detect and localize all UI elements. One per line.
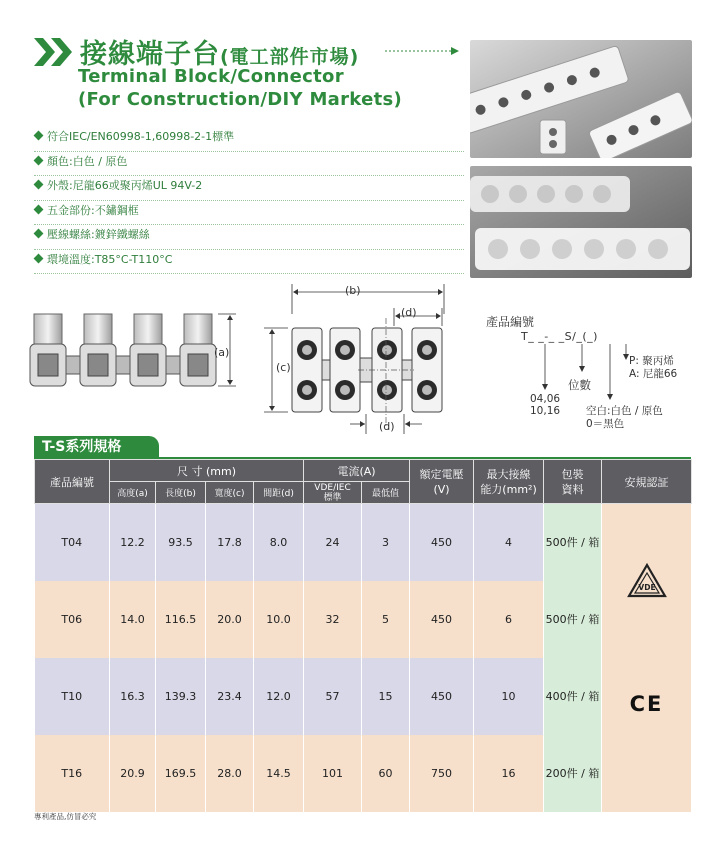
cell-min: 3 [362, 504, 410, 581]
cell-code: T10 [35, 658, 110, 735]
top-view-drawing [262, 278, 462, 440]
header-min: 最低值 [362, 482, 410, 504]
table-row [35, 504, 692, 581]
sizes-line1: 04,06 [530, 393, 561, 405]
color-line2: 0＝黑色 [586, 418, 625, 430]
cell-length: 93.5 [156, 504, 206, 581]
cell-cert-ce [602, 658, 692, 812]
cell-package: 500件 / 箱 [544, 504, 602, 581]
cell-vde: 57 [304, 658, 362, 735]
feature-text: 環境溫度:T85°C-T110°C [47, 252, 173, 266]
feature-text: 顏色:白色 / 原色 [47, 154, 128, 168]
header-pitch: 間距(d) [254, 482, 304, 504]
feature-text: 壓線螺絲:鍍鋅鐵螺絲 [47, 228, 150, 241]
title-cn-main: 接線端子台 [80, 39, 220, 70]
material-p: P: 聚丙烯 [629, 355, 674, 367]
dimension-label-d-top: (d) [401, 306, 417, 319]
title-cn-subtitle: (電工部件市場) [220, 46, 360, 68]
code-leader-lines [490, 340, 650, 410]
ce-mark-icon: CE [629, 691, 664, 716]
feature-text: 五金部份:不鏽鋼框 [47, 203, 139, 217]
header-cert: 安規認証 [602, 460, 692, 504]
cell-capacity: 10 [474, 658, 544, 735]
feature-item [34, 201, 464, 226]
cell-min: 15 [362, 658, 410, 735]
feature-item [34, 250, 464, 275]
feature-text: 符合IEC/EN60998-1,60998-2-1標準 [47, 130, 235, 143]
cell-min: 5 [362, 581, 410, 658]
feature-item [34, 176, 464, 201]
dimension-label-a: (a) [214, 346, 230, 359]
feature-item [34, 225, 464, 250]
header-code: 產品編號 [35, 460, 110, 504]
diamond-bullet-icon [34, 131, 44, 141]
header-length: 長度(b) [156, 482, 206, 504]
series-title-tab: T-S系列規格 [34, 436, 159, 458]
cell-capacity: 4 [474, 504, 544, 581]
feature-item [34, 127, 464, 152]
dimension-label-c: (c) [276, 361, 291, 374]
product-code-title: 產品編號 [486, 315, 535, 329]
feature-item [34, 152, 464, 177]
vde-mark-text: VDE [637, 582, 656, 592]
diamond-bullet-icon [34, 253, 44, 263]
footnote: 專利產品,仿冒必究 [34, 812, 97, 821]
product-code-pattern: T_ _-_ _S/_(_) [521, 330, 598, 343]
cell-width: 28.0 [206, 735, 254, 812]
cell-capacity: 16 [474, 735, 544, 812]
color-line1: 空白:白色 / 原色 [586, 405, 663, 417]
header-vde: VDE/IEC 標準 [304, 482, 362, 504]
cell-code: T04 [35, 504, 110, 581]
header-size: 尺 寸 (mm) [110, 460, 304, 482]
header-current: 電流(A) [304, 460, 410, 482]
cell-width: 23.4 [206, 658, 254, 735]
feature-list [34, 127, 464, 274]
diamond-bullet-icon [34, 155, 44, 165]
cell-length: 169.5 [156, 735, 206, 812]
table-row [35, 581, 692, 658]
cell-cert-vde [602, 504, 692, 658]
table-row [35, 658, 692, 735]
cell-vde: 32 [304, 581, 362, 658]
cell-voltage: 450 [410, 658, 474, 735]
cell-code: T16 [35, 735, 110, 812]
feature-text: 外殼:尼龍66或聚丙烯UL 94V-2 [47, 179, 203, 192]
dimension-label-d-bottom: (d) [379, 420, 395, 433]
cell-pitch: 8.0 [254, 504, 304, 581]
digits-label: 位數 [568, 378, 591, 392]
cell-height: 12.2 [110, 504, 156, 581]
cell-package: 400件 / 箱 [544, 658, 602, 735]
product-photo-white-connectors [470, 166, 692, 278]
table-row [35, 735, 692, 812]
cell-capacity: 6 [474, 581, 544, 658]
double-chevron-icon [34, 36, 76, 68]
cell-vde: 101 [304, 735, 362, 812]
diamond-bullet-icon [34, 180, 44, 190]
leader-arrow-icon [385, 46, 460, 56]
cell-length: 116.5 [156, 581, 206, 658]
dimension-label-b: (b) [345, 284, 361, 297]
header-package: 包裝 資料 [544, 460, 602, 504]
diamond-bullet-icon [34, 229, 44, 239]
cell-pitch: 10.0 [254, 581, 304, 658]
cell-length: 139.3 [156, 658, 206, 735]
sizes-line2: 10,16 [530, 405, 561, 417]
header-capacity: 最大接線 能力(mm²) [474, 460, 544, 504]
cell-height: 14.0 [110, 581, 156, 658]
cell-package: 200件 / 箱 [544, 735, 602, 812]
cell-pitch: 12.0 [254, 658, 304, 735]
cell-code: T06 [35, 581, 110, 658]
cell-height: 16.3 [110, 658, 156, 735]
cell-voltage: 750 [410, 735, 474, 812]
title-en-line2: (For Construction/DIY Markets) [78, 89, 403, 110]
cell-voltage: 450 [410, 581, 474, 658]
header-voltage: 額定電壓 (V) [410, 460, 474, 504]
cell-voltage: 450 [410, 504, 474, 581]
product-photo-terminal-strips [470, 40, 692, 158]
header-height: 高度(a) [110, 482, 156, 504]
material-a: A: 尼龍66 [629, 368, 678, 380]
cell-min: 60 [362, 735, 410, 812]
cell-pitch: 14.5 [254, 735, 304, 812]
title-en-line1: Terminal Block/Connector [78, 66, 344, 87]
cell-package: 500件 / 箱 [544, 581, 602, 658]
cell-width: 17.8 [206, 504, 254, 581]
header-width: 寬度(c) [206, 482, 254, 504]
cell-height: 20.9 [110, 735, 156, 812]
spec-table [34, 459, 692, 812]
cell-vde: 24 [304, 504, 362, 581]
vde-mark-icon [627, 563, 667, 599]
cell-width: 20.0 [206, 581, 254, 658]
diamond-bullet-icon [34, 204, 44, 214]
